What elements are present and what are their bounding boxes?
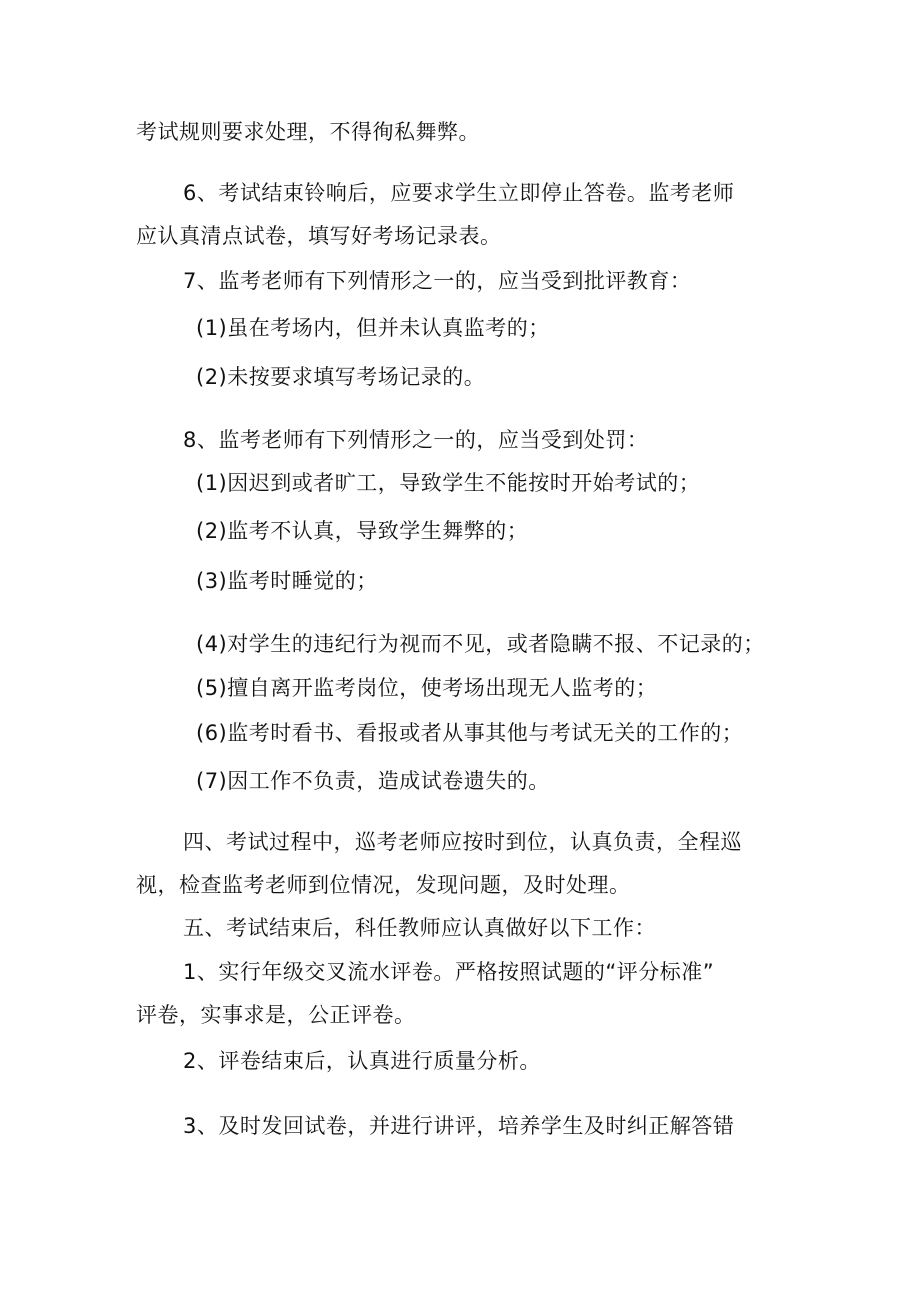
text-line: 应认真清点试卷，填写好考场记录表。: [136, 224, 502, 248]
text-line: (3)监考时睡觉的；: [196, 569, 378, 593]
text-line: (2)监考不认真，导致学生舞弊的；: [196, 519, 529, 543]
text-line: 视，检查监考老师到位情况，发现问题，及时处理。: [136, 873, 631, 897]
text-line: 2、评卷结束后，认真进行质量分析。: [183, 1049, 541, 1073]
text-line: (1)虽在考场内，但并未认真监考的；: [196, 316, 550, 340]
text-line: (7)因工作不负责，造成试卷遗失的。: [196, 769, 550, 793]
text-line: (1)因迟到或者旷工，导致学生不能按时开始考试的；: [196, 471, 701, 495]
text-line: 3、及时发回试卷，并进行讲评，培养学生及时纠正解答错: [183, 1114, 735, 1138]
text-line: 7、监考老师有下列情形之一的，应当受到批评教育：: [183, 269, 692, 293]
text-line: 8、监考老师有下列情形之一的，应当受到处罚：: [183, 428, 649, 452]
text-line: 6、考试结束铃响后，应要求学生立即停止答卷。监考老师: [183, 181, 735, 205]
text-line: (5)擅自离开监考岗位，使考场出现无人监考的；: [196, 676, 658, 700]
text-line: 五、考试结束后，科任教师应认真做好以下工作：: [183, 916, 656, 940]
text-line: (4)对学生的违纪行为视而不见，或者隐瞒不报、不记录的；: [196, 632, 765, 656]
text-line: (2)未按要求填写考场记录的。: [196, 365, 486, 389]
text-line: 考试规则要求处理，不得徇私舞弊。: [136, 120, 480, 144]
text-line: (6)监考时看书、看报或者从事其他与考试无关的工作的；: [196, 721, 744, 745]
text-line: 四、考试过程中，巡考老师应按时到位，认真负责，全程巡: [183, 830, 742, 854]
text-line: 评卷，实事求是，公正评卷。: [136, 1003, 416, 1027]
text-line: 1、实行年级交叉流水评卷。严格按照试题的“评分标准”: [183, 960, 715, 984]
